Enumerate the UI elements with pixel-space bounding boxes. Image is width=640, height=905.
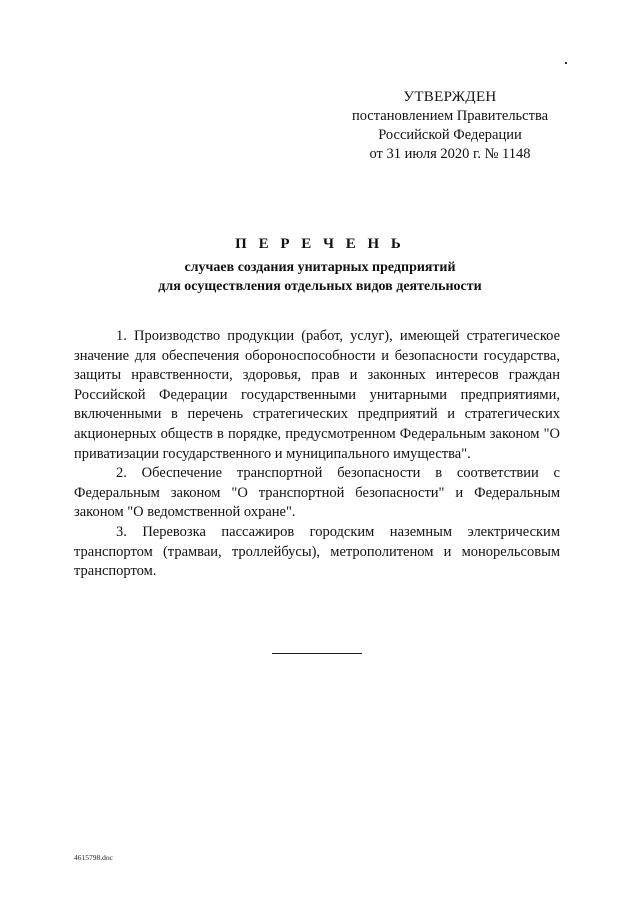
- approval-block: [340, 88, 560, 164]
- approval-line-3: от 31 июля 2020 г. № 1148: [369, 146, 531, 162]
- approval-line-1: постановлением Правительства: [351, 108, 549, 124]
- document-title: П Е Р Е Ч Е Н Ь: [235, 236, 405, 252]
- list-item-1: 1. Производство продукции (работ, услуг), имеющей стратегическое значение для обеспечения обороноспособности и безопасности государства, защиты нравственности, здоровья, прав и законных интересов граждан Российской Федерации государственными унитарными предприятиями, включенными в перечень стратегических предприятий и стратегических акционерных обществ в порядке, предусмотренном Федеральным законом "О приватизации государственного и муниципального имущества".: [74, 328, 560, 462]
- approval-stamp: УТВЕРЖДЕН: [403, 89, 497, 105]
- document-body: [74, 327, 560, 582]
- list-item-2: 2. Обеспечение транспортной безопасности в соответствии с Федеральным законом "О транспортной безопасности" и Федеральным законом "О ведомственной охране".: [74, 465, 560, 521]
- list-item-3: 3. Перевозка пассажиров городским наземным электрическим транспортом (трамваи, троллейбусы), метрополитеном и монорельсовым транспортом.: [74, 523, 560, 580]
- subtitle-line-1: случаев создания унитарных предприятий: [184, 260, 456, 275]
- document-subtitle: [0, 258, 640, 296]
- closing-rule: [272, 653, 362, 654]
- document-file-id: 4615798.doc: [74, 853, 113, 862]
- approval-line-2: Российской Федерации: [378, 127, 522, 143]
- subtitle-line-2: для осуществления отдельных видов деятельности: [158, 279, 482, 294]
- page-mark: [565, 62, 567, 64]
